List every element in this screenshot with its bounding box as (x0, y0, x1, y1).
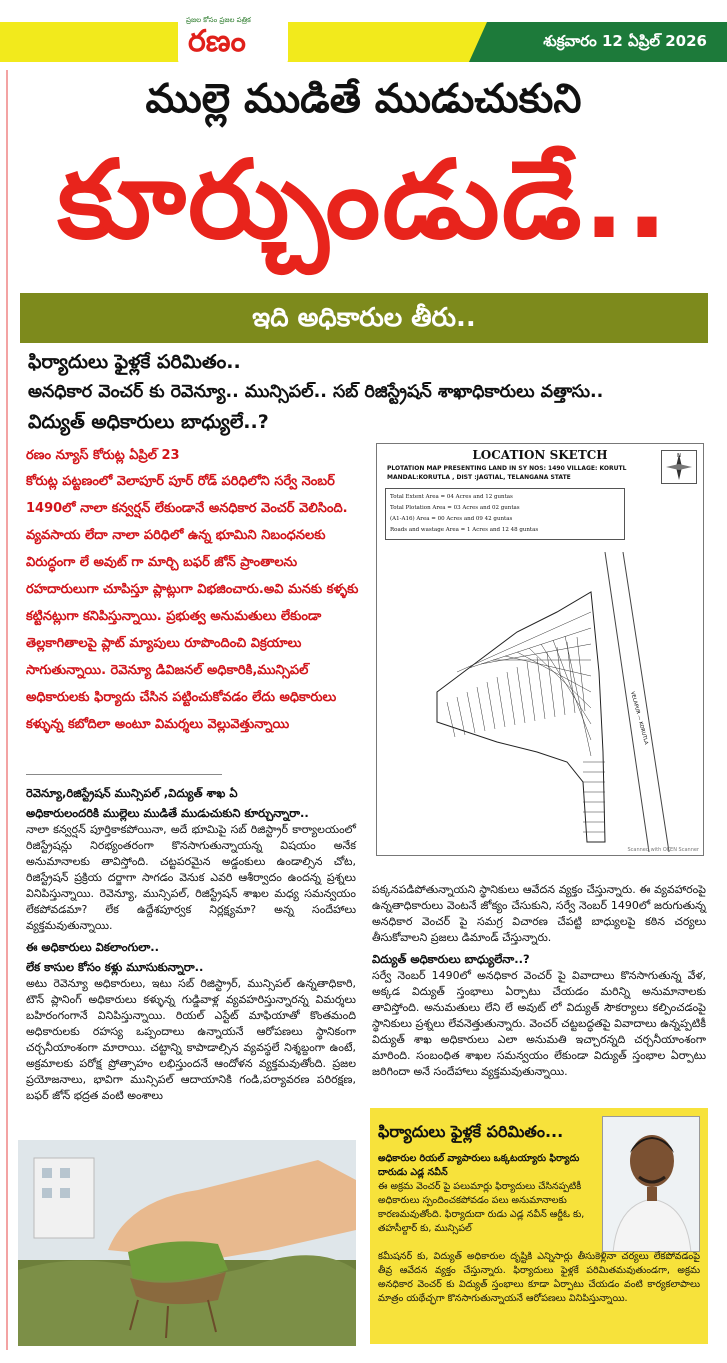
subheading-1: అధికారులందరికి ముల్లెలు ముడితే ముడుచుకుని కూర్చున్నారా.. (26, 806, 309, 820)
plot-division-line (507, 672, 515, 725)
logo-tagline: ప్రజల కోసం ప్రజల పత్రిక (186, 16, 251, 24)
subheading-3: లేక కాసుల కోసం కళ్లు మూసుకున్నారా.. (26, 960, 204, 974)
plot-division-line (487, 682, 495, 729)
paragraph: నాలా కన్వర్షన్ పూర్తికాకపోయినా, అదే భూమిపై సబ్ రిజిస్ట్రార్ కార్యాలయంలో రిజిస్ట్రేషన్లు నిరభ్యంతరంగా కొనసాగుతున్నాయన్న విషయం అనేక అనుమానాలకు తావిస్తోంది. చట్టపరమైన అడ్డంకులు ఉండాల్సిన చోట, రిజిస్ట్రేషన్ ప్రక్రియ దర్జాగా సాగడం వెనుక ఎవరి ఆశీర్వాదం ఉందన్న ప్రశ్నలు వినిపిస్తున్నాయి. రెవెన్యూ, మున్సిపల్, రిజిస్ట్రేషన్ శాఖల మధ్య సమన్వయం లేకపోవడమా? లేక ఉద్దేశపూర్వక నిర్లక్ష్యమా? అన్న సందేహాలు వ్యక్తమవుతున్నాయి. (26, 823, 356, 932)
plot-division-line (547, 652, 555, 717)
complainant-sidebar (370, 1108, 708, 1344)
map-legend (385, 488, 625, 540)
plot-division-line (447, 702, 455, 737)
compass-rose-icon (661, 450, 697, 484)
main-headline: కూర్చుండుడే.. (57, 138, 670, 263)
right-column (372, 882, 706, 1084)
sub-headlines (28, 347, 708, 437)
section-heading: రెవెన్యూ,రిజిస్ట్రేషన్ మున్సిపల్ ,విద్యుత్ శాఖ ఏ (26, 786, 238, 800)
sidebar-intro (378, 1152, 598, 1236)
road-label: VELAPUR — KORUTLA (629, 690, 650, 746)
masthead-bar (0, 0, 727, 62)
sub-headline-2: అనధికార వెంచర్ కు రెవెన్యూ.. మున్సిపల్.. సబ్ రిజిస్ట్రేషన్ శాఖాధికారులు వత్తాసు.. (28, 382, 604, 402)
plot-division-line (517, 667, 525, 723)
sidebar-body-2: కమీషనర్ కు, విద్యుత్ అధికారుల దృష్టికి ఎన్నిసార్లు తీసుకెళ్లినా చర్యలు లేకపోవడంపై తీవ్ర ఆవేదన వ్యక్తం చేస్తున్నారు. ఫిర్యాదులు ఫైళ్లకే పరిమితమవుతుండగా, అక్రమ అనధికార వెంచర్ కు విద్యుత్ స్తంభాలు కూడా ఏర్పాటు చేయడం వంటి కార్యకలాపాలు మాత్రం యథేచ్ఛగా కొనసాగుతున్నాయనే ఆరోపణలు వినిపిస్తున్నాయి. (378, 1251, 700, 1304)
plot-division-line (541, 644, 591, 724)
map-legend-line: Total Plotation Area = 03 Acres and 02 guntas (390, 505, 520, 511)
map-legend-line: (A1-A16) Area = 00 Acres and 09 42 guntas (390, 516, 513, 522)
plot-division-line (577, 637, 585, 711)
byline: రణం న్యూస్ కోరుట్ల ఏప్రిల్ 23 (26, 448, 180, 463)
plot-division-line (467, 692, 475, 733)
scan-note: Scanned with OKEN Scanner (627, 847, 699, 853)
plot-division-line (557, 647, 565, 715)
map-legend-line: Total Extent Area = 04 Acres and 12 guntas (390, 494, 513, 500)
svg-text:N: N (677, 453, 681, 459)
plot-division-line (497, 677, 505, 727)
plot-division-line (565, 636, 591, 756)
sidebar-subhead: అధికారుల రియల్ వ్యాపారులు ఒక్కటయ్యారు ఫిర్యాదు దారుడు ఎడ్ల నవీన్ (378, 1153, 580, 1178)
paragraph: పక్కనపడిపోతున్నాయని స్థానికులు ఆవేదన వ్యక్తం చేస్తున్నారు. ఈ వ్యవహారంపై ఉన్నతాధికారులు వెంటనే జోక్యం చేసుకుని, సర్వే నెంబర్ 1490లో జరుగుతున్న అనధికార వెంచర్ పై సమగ్ర విచారణ చేపట్టి బాధ్యులపై కఠిన చర్యలు తీసుకోవాలని ప్రజలు డిమాండ్ చేస్తున్నారు. (372, 883, 706, 944)
map-subtitle: PLOTATION MAP PRESENTING LAND IN SY NOS: 1490 VILLAGE: KORUTL MANDAL:KORUTLA , DIST :JAGTIAL, TELANGANA STATE (387, 465, 627, 481)
paragraph: సర్వే నెంబర్ 1490లో అనధికార వెంచర్ పై వివాదాలు కొనసాగుతున్న వేళ, అక్కడ విద్యుత్ స్తంభాలు ఏర్పాటు చేయడం మరిన్ని అనుమానాలకు తావిస్తోంది. అనుమతులు లేని లే అవుట్ లో విద్యుత్ సౌకర్యాలు కల్పించడంపై స్థానికులు ప్రశ్నలు లేవనెత్తుతున్నారు. వెంచర్ చట్టబద్ధతపై వివాదాలు ఉన్నప్పటికీ విద్యుత్ శాఖ అధికారులు ఎలా అనుమతి ఇచ్చారన్నది చర్చనీయాంశంగా మారింది. సంబంధిత శాఖల సమన్వయం లేకుండా విద్యుత్ స్తంభాల ఏర్పాటు జరిగిందా అనే సందేహాలు వ్యక్తమవుతున్నాయి. (372, 969, 706, 1078)
paragraph: అటు రెవెన్యూ అధికారులు, ఇటు సబ్ రిజిస్ట్రార్, మున్సిపల్ ఉన్నతాధికారి, టౌన్ ప్లానింగ్ అధికారులు కళ్ళున్న గుడ్డివాళ్ల వ్యవహరిస్తున్నారన్న విమర్శలు బహిరంగంగానే వినిపిస్తున్నాయి. రియల్ ఎస్టేట్ మాఫియాతో కొంతమంది అధికారులకు రహస్య ఒప్పందాలు ఉన్నాయనే ఆరోపణలు స్థానికంగా చర్చనీయాంశంగా మారాయి. చట్టాన్ని కాపాడాల్సిన వ్యవస్థలే నిశ్శబ్దంగా ఉంటే, అక్రమాలకు పరోక్ష ప్రోత్సాహం లభిస్తుందనే ఆందోళన వ్యక్తమవుతోంది. ప్రజల ప్రయోజనాలు, భావిగా మున్సిపల్ ఆదాయానికి గండి,పర్యావరణ పరిరక్షణ, బఫర్ జోన్ భద్రత వంటి అంశాలు (26, 977, 356, 1102)
plot-division-line (553, 640, 591, 740)
plot-division-line (527, 662, 535, 721)
logo-text: రణం (188, 24, 246, 59)
location-sketch-map (376, 443, 704, 856)
plot-layout-drawing (377, 552, 703, 852)
sidebar-title: ఫిర్యాదులు ఫైళ్లకే పరిమితం... (378, 1122, 564, 1141)
headline-kicker: ముల్లె ముడితే ముడుచుకుని (145, 76, 582, 122)
plot-division-line (477, 687, 485, 731)
sidebar-body-1: ఈ అక్రమ వెంచర్ పై పలుమార్లు ఫిర్యాదులు చేసినప్పటికీ అధికారులు స్పందించకపోవడం పలు అనుమానాలకు కారణమవుతోంది. ఫిర్యాదుదా రుడు ఎడ్ల నవీన్ ఆర్డీఓ కు, తహసీల్దార్ కు, మున్సిపల్ (378, 1181, 585, 1234)
sub-headline-1: ఫిర్యాదులు ఫైళ్లకే పరిమితం.. (28, 351, 241, 373)
illustration-photo (18, 1140, 356, 1346)
complainant-photo (602, 1116, 700, 1252)
map-title: LOCATION SKETCH (472, 448, 608, 462)
lead-paragraph: కోరుట్ల పట్టణంలో వెలాపూర్ పూర్ రోడ్ పరిధిలోని సర్వే నెంబర్ 1490లో నాలా కన్వర్షన్ లేకుండానే అనధికార వెంచర్ వెలిసింది. వ్యవసాయ లేదా నాలా పరిధిలో ఉన్న భూమిని నిబంధనలకు విరుద్ధంగా లే అవుట్ గా మార్చి బఫర్ జోన్ ప్రాంతాలను రహదారులుగా చూపిస్తూ ప్లాట్లుగా విభజించారు.అవి మనకు కళ్ళకు కట్టినట్లుగా కనిపిస్తున్నాయి. ప్రభుత్వ అనుమతులు లేకుండా తెల్లకాగితాలపై ప్లాట్ మ్యాపులు రూపొందించి విక్రయాలు సాగుతున్నాయి. రెవెన్యూ డివిజనల్ అధికారికి,మున్సిపల్ అధికారులకు ఫిర్యాదు చేసిన పట్టించుకోవడం లేదు అధికారులు కళ్ళున్న కబోదిలా అంటూ విమర్శలు వెల్లువెత్తున్నాయి (26, 474, 359, 732)
subheading-2: ఈ అధికారులు వికలాంగులా.. (26, 940, 160, 954)
plot-division-line (529, 648, 591, 708)
subheading-power: విద్యుత్ అధికారులు బాధ్యులేనా..? (372, 952, 530, 966)
issue-date: శుక్రవారం 12 ఏప్రిల్ 2026 (543, 32, 707, 50)
newspaper-logo (178, 14, 288, 64)
map-legend-line: Roads and wastage Area = 1 Acres and 12 48 guntas (390, 527, 539, 533)
headline-band: ఇది అధికారుల తీరు.. (20, 293, 708, 343)
lead-divider (26, 774, 222, 775)
sub-headline-3: విద్యుత్ అధికారులు బాధ్యులే..? (28, 411, 269, 433)
left-column (26, 782, 356, 1108)
